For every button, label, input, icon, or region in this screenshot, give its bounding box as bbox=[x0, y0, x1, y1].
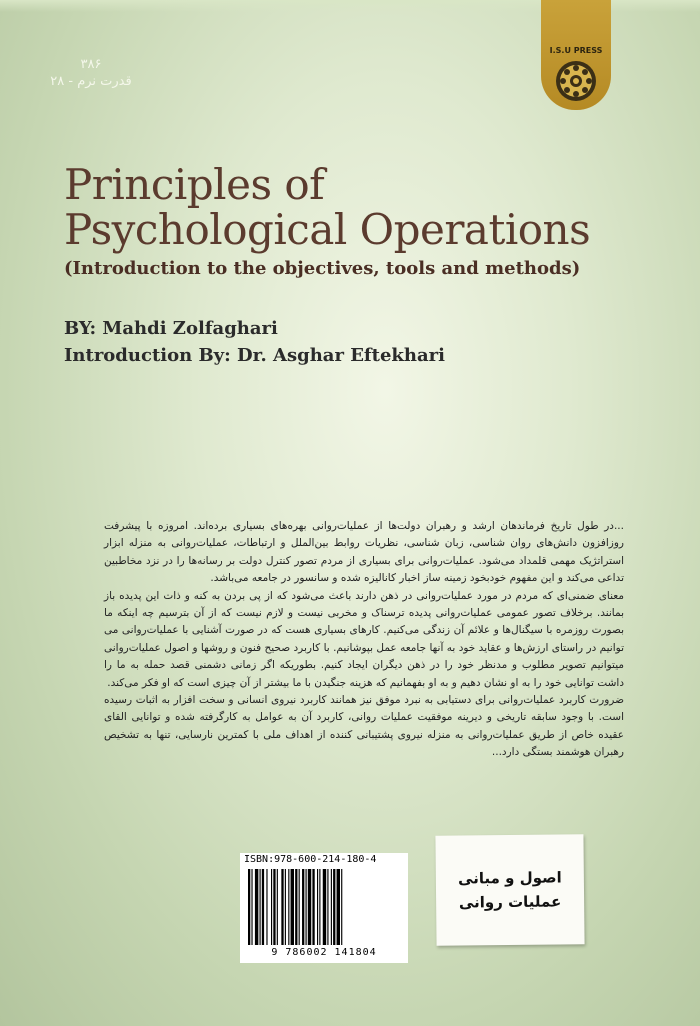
isbn-digits: 9 786002 141804 bbox=[271, 947, 377, 958]
barcode-bar bbox=[260, 869, 261, 945]
barcode-bar bbox=[323, 869, 326, 945]
barcode-bar bbox=[299, 869, 300, 945]
barcode-bar bbox=[319, 869, 320, 945]
barcode-bar bbox=[285, 869, 286, 945]
barcode-bar bbox=[271, 869, 272, 945]
barcode-bar bbox=[277, 869, 278, 945]
barcode-bar bbox=[317, 869, 318, 945]
blurb-paragraph: ...در طول تاریخ فرماندهان ارشد و رهبران دولت‌ها از عملیات‌روانی بهره‌های بسیاری برده‌اند. امروزه با پیشرفت روزافزون دانش‌های روان شناسی، زبان شناسی، نظریات روابط بین‌الملل و ارتباطات، عملیات‌روانی به منزله ابزار استراتژیک مهمی قلمداد می‌شود. عملیات‌روانی برای بسیاری از مردم تصور کنترل دولت بر رسانه‌ها را در نزد مخاطبین تداعی می‌کند و این مفهوم خودبخود زمینه ساز اخبار کانالیزه شده و سانسور در جامعه می‌باشد. bbox=[104, 520, 624, 585]
barcode-bar bbox=[333, 869, 335, 945]
introduction-line: Introduction By: Dr. Asghar Eftekhari bbox=[64, 345, 445, 366]
barcode-bar bbox=[273, 869, 275, 945]
barcode-bar bbox=[341, 869, 342, 945]
series-number: ۳۸۶ bbox=[80, 57, 102, 72]
barcode-bar bbox=[266, 869, 267, 945]
barcode-bar bbox=[308, 869, 311, 945]
title-line-2: Psychological Operations bbox=[64, 205, 591, 254]
blurb-text bbox=[104, 518, 624, 762]
series-name: قدرت نرم - ۲۸ bbox=[50, 74, 132, 89]
barcode-bar bbox=[288, 869, 289, 945]
author-line: BY: Mahdi Zolfaghari bbox=[64, 318, 278, 339]
barcode-bar bbox=[306, 869, 307, 945]
isbn-barcode-label bbox=[240, 853, 408, 963]
barcode-bar bbox=[255, 869, 258, 945]
barcode-bar bbox=[251, 869, 252, 945]
blurb-paragraph: ضرورت کاربرد عملیات‌روانی برای دستیابی به نبرد موفق نیز همانند کاربرد نیروی انسانی و سخت افزار به اثبات رسیده است. با وجود سابقه تاریخی و دیرینه موفقیت عملیات روانی، کاربرد آن به عوامل به کارگرفته شده و توانایی القای عقیده خاص از طریق عملیات‌روانی به منزله نیروی پشتیبانی کننده از اهداف ملی با کمترین نارسایی، تنها به تشخیص رهبران هوشمند بستگی دارد... bbox=[104, 694, 624, 759]
sticker-line-1: اصول و مبانی bbox=[457, 868, 562, 888]
barcode-bar bbox=[331, 869, 332, 945]
title-sticker bbox=[435, 834, 584, 946]
rosette-seal-icon bbox=[555, 60, 597, 102]
barcode-bar bbox=[248, 869, 250, 945]
series-code bbox=[46, 56, 136, 94]
publisher-logo bbox=[541, 0, 611, 110]
barcode-bar bbox=[302, 869, 304, 945]
barcode-bar bbox=[312, 869, 314, 945]
barcode-bar bbox=[291, 869, 294, 945]
barcode-bar bbox=[295, 869, 297, 945]
barcode-bar bbox=[337, 869, 340, 945]
isbn-label: ISBN:978-600-214-180-4 bbox=[244, 854, 377, 865]
barcode-icon bbox=[246, 869, 402, 945]
barcode-bar bbox=[262, 869, 264, 945]
sticker-line-2: عملیات روانی bbox=[458, 892, 562, 912]
title-line-1: Principles of bbox=[64, 160, 325, 209]
barcode-bar bbox=[281, 869, 283, 945]
subtitle: (Introduction to the objectives, tools and methods) bbox=[64, 258, 581, 279]
barcode-bar bbox=[327, 869, 328, 945]
publisher-logo-text: I.S.U PRESS bbox=[549, 46, 603, 55]
blurb-paragraph: معنای ضمنی‌ای که مردم در مورد عملیات‌روانی در ذهن دارند باعث می‌شود که از پی بردن به کنه و ذات این پدیده باز بمانند. برخلاف تصور عمومی عملیات‌روانی پدیده ترسناک و مخربی نیست و لازم نیست که از آن بترسیم چه اینکه ما بصورت روزمره با سیگنال‌ها و علائم آن زندگی می‌کنیم. کارهای بسیاری هست که در صورت آشنایی با عملیات‌روانی می توانیم در راستای ارزش‌ها و عقاید خود به آنها جامعه عمل بپوشانیم. با کاربرد صحیح فنون و روشها و اصول عملیات‌روانی میتوانیم تصویر مطلوب و مدنظر خود را در ذهن دیگران ایجاد کنیم. بطوریکه اگر زمانی دشمنی قصد حمله به ما را داشت توانایی خود را به او نشان دهیم و به او بفهمانیم که هزینه جنگیدن با ما بیشتر از آن چیزی است که او فکر می‌کند. bbox=[104, 589, 624, 689]
